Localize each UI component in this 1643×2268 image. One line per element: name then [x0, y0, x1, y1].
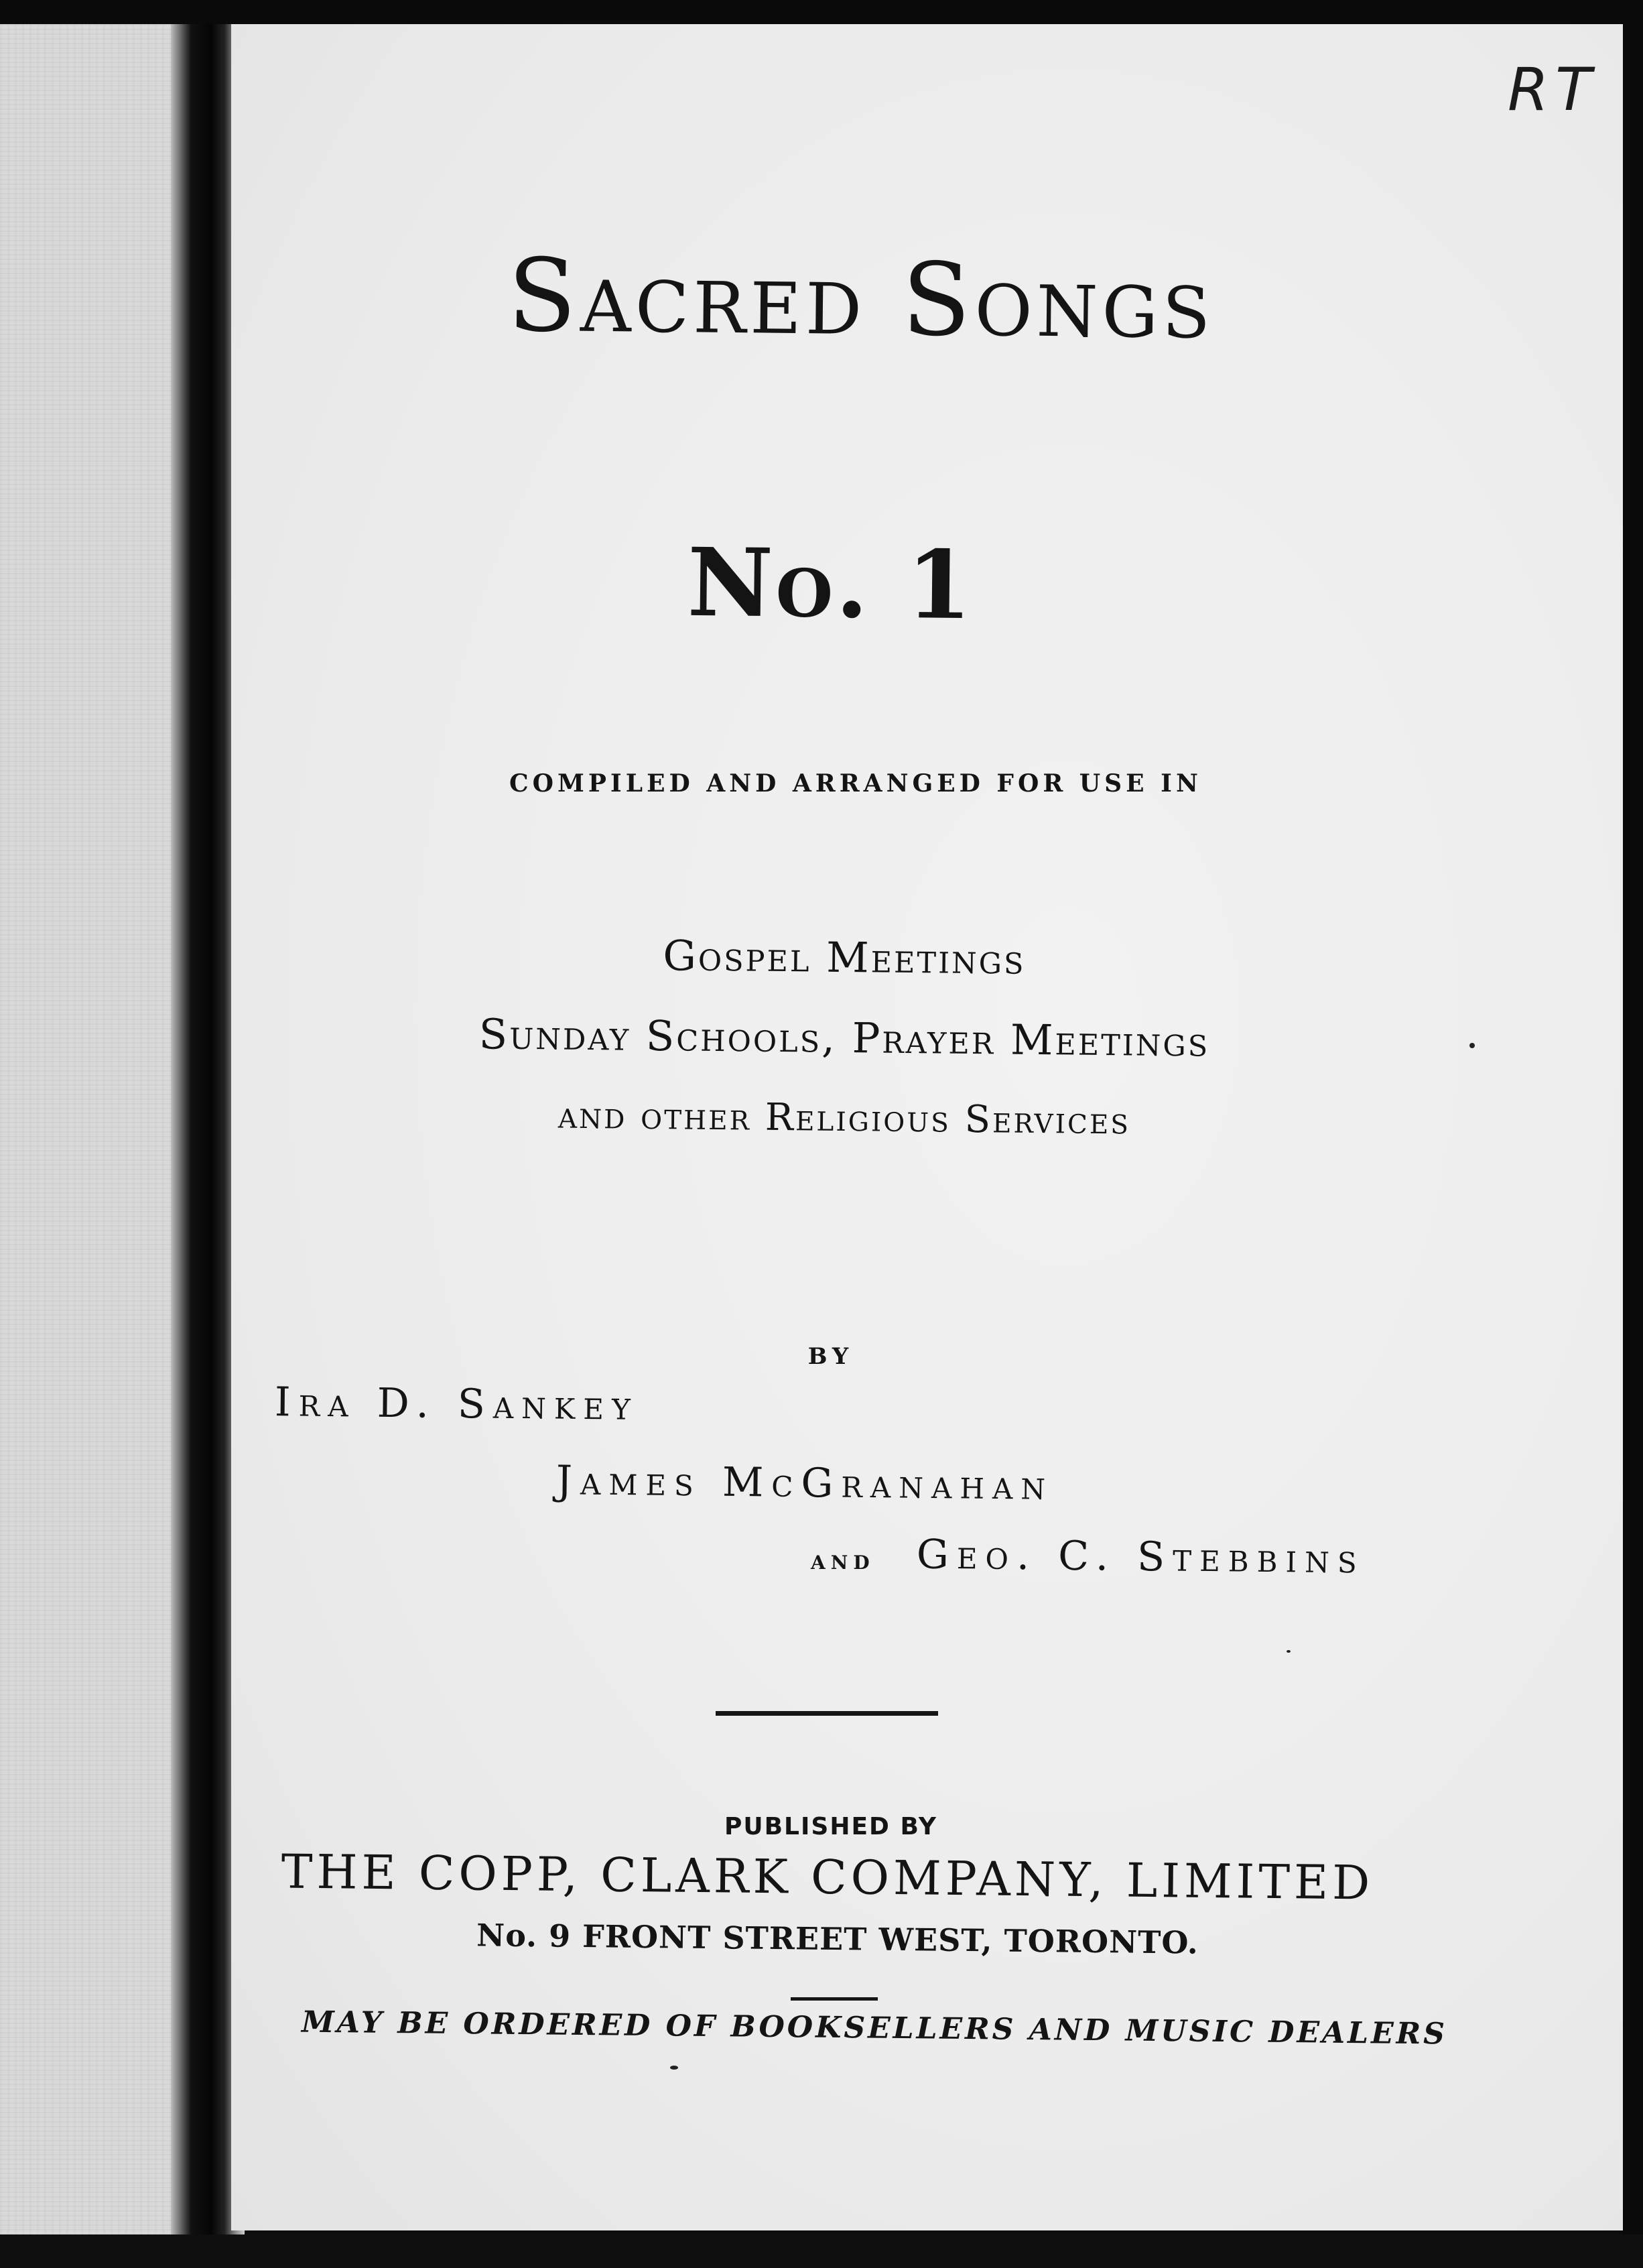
order-note: MAY BE ORDERED OF BOOKSELLERS AND MUSIC DEALERS — [301, 2005, 1448, 2052]
left-endpaper — [0, 20, 188, 2268]
author-name: Geo. C. Stebbins — [916, 1531, 1366, 1583]
author-name: Ira D. Sankey — [274, 1379, 639, 1430]
paper-speck — [1469, 1043, 1475, 1048]
compiled-line: COMPILED AND ARRANGED FOR USE IN — [509, 769, 1202, 798]
author-name: James McGranahan — [555, 1457, 1054, 1509]
published-by-label: PUBLISHED BY — [724, 1813, 937, 1840]
purpose-line: and other Religious Services — [557, 1093, 1131, 1143]
author-conjunction: and — [811, 1544, 875, 1576]
divider-rule-short — [791, 1997, 878, 2001]
book-title: Sacred Songs — [507, 237, 1215, 362]
scan-bottom-edge — [0, 2234, 1643, 2268]
purpose-line: Sunday Schools, Prayer Meetings — [478, 1009, 1210, 1066]
purpose-line: Gospel Meetings — [663, 931, 1026, 984]
handwritten-margin-mark: RT — [1508, 55, 1598, 124]
publisher-name: THE COPP, CLARK COMPANY, LIMITED — [281, 1844, 1374, 1911]
scan-right-edge — [1623, 0, 1643, 2268]
publisher-address: No. 9 FRONT STREET WEST, TORONTO. — [476, 1917, 1199, 1961]
divider-rule — [716, 1711, 938, 1716]
by-label: BY — [807, 1343, 854, 1370]
paper-speck — [1287, 1650, 1291, 1653]
paper-speck — [670, 2066, 678, 2070]
scan-top-edge — [0, 0, 1643, 24]
volume-number: No. 1 — [687, 527, 975, 641]
